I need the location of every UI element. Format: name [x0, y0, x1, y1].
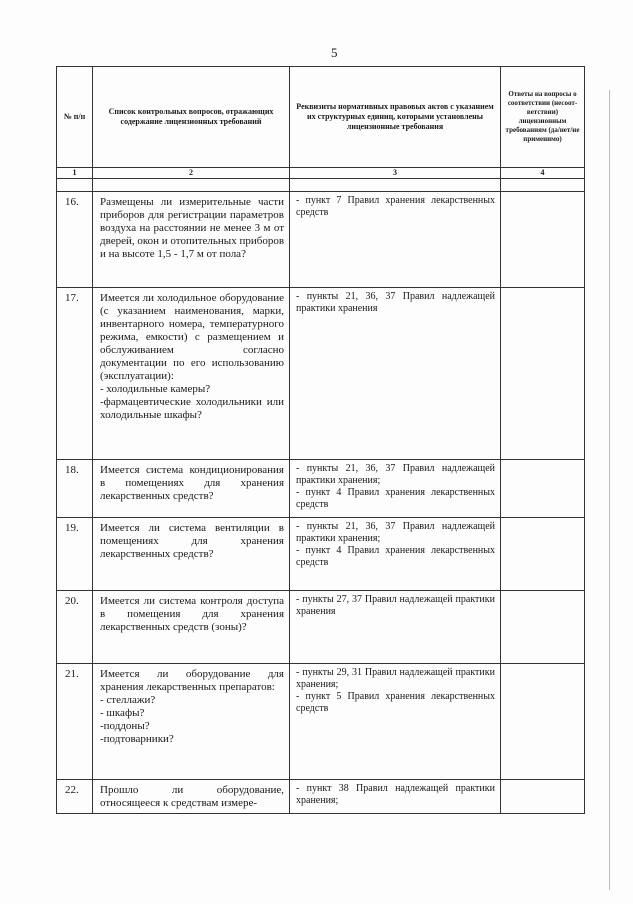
question-cell — [93, 288, 290, 460]
requisites-cell — [290, 780, 501, 814]
requisites-cell — [290, 518, 501, 591]
question-line: -фармацевтические холодильники или холодильные шкафы? — [100, 396, 284, 421]
requisite-line: - пункты 29, 31 Правил надлежащей практики хранения; — [296, 667, 495, 690]
answer-cell — [501, 192, 585, 288]
requisite-line: - пункт 38 Правил надлежащей практики хранения; — [296, 783, 495, 806]
header-questions: Список контрольных вопросов, отражающих содержание лицензионных требований — [93, 67, 290, 168]
row-number: 17. — [57, 288, 93, 460]
requisite-line: - пункты 21, 36, 37 Правил надлежащей практики хранения; — [296, 463, 495, 486]
row-number: 16. — [57, 192, 93, 288]
row-number: 20. — [57, 591, 93, 664]
requisites-cell — [290, 460, 501, 518]
answer-cell — [501, 591, 585, 664]
question-line: - стеллажи? — [100, 694, 156, 706]
question-line: Прошло ли оборудование, относящееся к средствам измере- — [100, 784, 284, 809]
requisite-line: - пункт 7 Правил хранения лекарственных средств — [296, 195, 495, 218]
question-cell — [93, 780, 290, 814]
requisite-line: - пункт 4 Правил хранения лекарственных средств — [296, 545, 495, 568]
requisite-line: - пункты 27, 37 Правил надлежащей практики хранения — [296, 594, 495, 617]
table-row — [57, 780, 585, 814]
margin-line — [609, 90, 610, 890]
table-header-row — [57, 67, 585, 168]
question-cell — [93, 664, 290, 780]
question-cell — [93, 591, 290, 664]
requisites-cell — [290, 192, 501, 288]
question-line: Имеется ли холодильное оборудование (с указанием наименования, марки, инвентарного номера, температурного режима, емкости) с размещением и обслуживанием согласно документации по его использованию (эксплуатации): — [100, 292, 284, 382]
question-line: Имеется ли система вентиляции в помещениях для хранения лекарственных средств? — [100, 522, 284, 560]
page-number: 5 — [331, 45, 338, 60]
row-number: 22. — [57, 780, 93, 814]
table-row — [57, 460, 585, 518]
requisite-line: - пункт 4 Правил хранения лекарственных средств — [296, 487, 495, 510]
question-line: -поддоны? — [100, 720, 150, 732]
question-line: Имеется ли оборудование для хранения лекарственных препаратов: — [100, 668, 284, 693]
table-row — [57, 591, 585, 664]
table-row — [57, 192, 585, 288]
spacer-row — [57, 179, 585, 192]
column-number: 2 — [93, 168, 290, 179]
table-row — [57, 288, 585, 460]
license-requirements-table — [56, 66, 585, 814]
answer-cell — [501, 518, 585, 591]
spacer-cell — [290, 179, 501, 192]
answer-cell — [501, 780, 585, 814]
spacer-cell — [57, 179, 93, 192]
answer-cell — [501, 288, 585, 460]
question-line: Имеется система кондиционирования в помещениях для хранения лекарственных средств? — [100, 464, 284, 502]
header-requisites: Реквизиты нормативных правовых актов с указанием их структурных единиц, которыми установлены лицензионные требования — [290, 67, 501, 168]
question-line: Имеется ли система контроля доступа в помещения для хранения лекарственных средств (зоны)? — [100, 595, 284, 633]
question-cell — [93, 518, 290, 591]
answer-cell — [501, 664, 585, 780]
column-number: 3 — [290, 168, 501, 179]
requisite-line: - пункты 21, 36, 37 Правил надлежащей практики хранения; — [296, 521, 495, 544]
question-cell — [93, 460, 290, 518]
row-number: 18. — [57, 460, 93, 518]
requisites-cell — [290, 288, 501, 460]
column-number: 4 — [501, 168, 585, 179]
question-line: -подтоварники? — [100, 733, 174, 745]
question-line: - холодильные камеры? — [100, 383, 211, 395]
question-cell — [93, 192, 290, 288]
spacer-cell — [93, 179, 290, 192]
row-number: 19. — [57, 518, 93, 591]
column-number-row — [57, 168, 585, 179]
spacer-cell — [501, 179, 585, 192]
table-row — [57, 664, 585, 780]
requisite-line: - пункты 21, 36, 37 Правил надлежащей практики хранения — [296, 291, 495, 314]
requisite-line: - пункт 5 Правил хранения лекарственных средств — [296, 691, 495, 714]
row-number: 21. — [57, 664, 93, 780]
header-answers: Ответы на вопросы о соответствии (несоот-ветствии) лицензионным требованиям (да/нет/не применимо) — [501, 67, 585, 168]
header-number: № п/п — [57, 67, 93, 168]
question-line: Размещены ли измерительные части приборов для регистрации параметров воздуха на расстоянии не менее 3 м от дверей, окон и отопительных приборов и на высоте 1,5 - 1,7 м от пола? — [100, 196, 285, 260]
requisites-cell — [290, 664, 501, 780]
question-line: - шкафы? — [100, 707, 145, 719]
column-number: 1 — [57, 168, 93, 179]
requisites-cell — [290, 591, 501, 664]
answer-cell — [501, 460, 585, 518]
table-row — [57, 518, 585, 591]
